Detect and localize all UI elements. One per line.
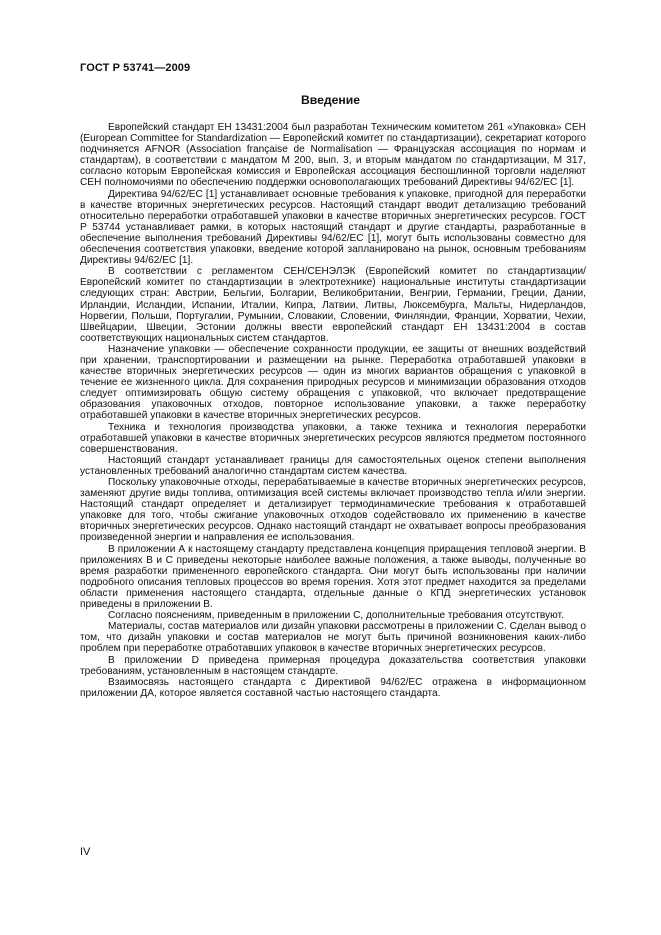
page-number: IV <box>80 846 91 858</box>
paragraph: Материалы, состав материалов или дизайн упаковки рассмотрены в приложении С. Сделан вывод о том, что дизайн упаковки и состав материалов не могут быть причиной возникновения каких-либо проблем при переработке отработавших упаковок в качестве вторичных энергетических ресурсов. <box>80 621 586 655</box>
paragraph: Взаимосвязь настоящего стандарта с Директивой 94/62/ЕС отражена в информационном приложении ДА, которое является составной частью настоящего стандарта. <box>80 676 586 699</box>
body-text <box>80 122 586 699</box>
section-title: Введение <box>300 93 361 107</box>
paragraph: В приложении А к настоящему стандарту представлена концепция приращения тепловой энергии. В приложениях В и С приведены некоторые наиболее важные положения, а также выводы, полученные во время разработки примененного европейского стандарта. Они могут быть использованы при наличии подробного описания тепловых процессов во время горения. Хотя этот предмет находится за пределами области применения настоящего стандарта, отдельные данные о КПД энергетических установок приведены в приложении В. <box>80 543 586 611</box>
paragraph: Европейский стандарт ЕН 13431:2004 был разработан Техническим комитетом 261 «Упаковка» СЕН (European Committee for Standardization — Европейский комитет по стандартизации), секретариат которого подчиняется AFNOR (Association française de Normalisation — Французская ассоциация по нормам и стандартам), в соответствии с мандатом М 200, вып. 3, и вторым мандатом по стандартизации, М 317, согласно которым Европейская комиссия и Европейская ассоциация беспошлинной торговли наделяют СЕН полномочиями по обеспечению поддержки основополагающих требований Директивы 94/62/ЕС [1]. <box>80 122 586 189</box>
paragraph: В приложении D приведена примерная процедура доказательства соответствия упаковки требованиям, установленным в настоящем стандарте. <box>80 654 586 677</box>
document-header: ГОСТ Р 53741—2009 <box>80 62 191 74</box>
paragraph: Назначение упаковки — обеспечение сохранности продукции, ее защиты от внешних воздействий при хранении, транспортировании и размещении на рынке. Переработка отработавшей упаковки в качестве вторичных энергетических ресурсов — один из многих вариантов обращения с упаковкой в течение ее жизненного цикла. Для сохранения природных ресурсов и минимизации образования отходов следует оптимизировать общую систему обращения с упаковкой, что включает предотвращение образования упаковочных отходов, повторное использование упаковки, а также переработку отработавшей упаковки в качестве вторичных энергетических ресурсов. <box>80 343 586 422</box>
paragraph: Согласно пояснениям, приведенным в приложении С, дополнительные требования отсутствуют. <box>108 610 564 622</box>
paragraph: Поскольку упаковочные отходы, перерабатываемые в качестве вторичных энергетических ресурсов, заменяют другие виды топлива, оптимизация всей системы включает производство тепла и/или энергии. Настоящий стандарт определяет и детализирует термодинамические требования к отработавшей упаковке для того, чтобы сжигание упаковочных отходов содействовало их применению в качестве вторичных энергетических ресурсов. Однако настоящий стандарт не охватывает вопросы преобразования произведенной энергии и направления ее использования. <box>80 477 586 544</box>
paragraph: В соответствии с регламентом СЕН/СЕНЭЛЭК (Европейский комитет по стандартизации/Европейский комитет по стандартизации в электротехнике) национальные институты стандартизации следующих стран: Австрии, Бельгии, Болгарии, Великобритании, Венгрии, Германии, Греции, Дании, Ирландии, Исландии, Испании, Италии, Кипра, Латвии, Литвы, Люксембурга, Мальты, Нидерландов, Норвегии, Польши, Португалии, Румынии, Словакии, Словении, Финляндии, Франции, Хорватии, Чехии, Швейцарии, Швеции, Эстонии должны ввести европейский стандарт ЕН 13431:2004 в состав соответствующих национальных систем стандартов. <box>80 266 586 344</box>
paragraph: Настоящий стандарт устанавливает границы для самостоятельных оценок степени выполнения установленных требований аналогично стандартам систем качества. <box>80 454 586 477</box>
paragraph: Директива 94/62/ЕС [1] устанавливает основные требования к упаковке, пригодной для переработки в качестве вторичных энергетических ресурсов. Настоящий стандарт вводит детализацию требований относительно переработки отработавшей упаковки в качестве вторичных энергетических ресурсов. ГОСТ Р 53744 устанавливает рамки, в которых настоящий стандарт и другие стандарты, разработанные в обеспечение выполнения требований Директивы 94/62/ЕС [1], могут быть использованы совместно для обеспечения соответствия упаковки, введение которой запланировано на рынок, основным требованиям Директивы 94/62/ЕС [1]. <box>80 188 586 267</box>
paragraph: Техника и технология производства упаковки, а также техника и технология переработки отработавшей упаковки в качестве вторичных энергетических ресурсов являются предметом постоянного совершенствования. <box>80 421 586 455</box>
